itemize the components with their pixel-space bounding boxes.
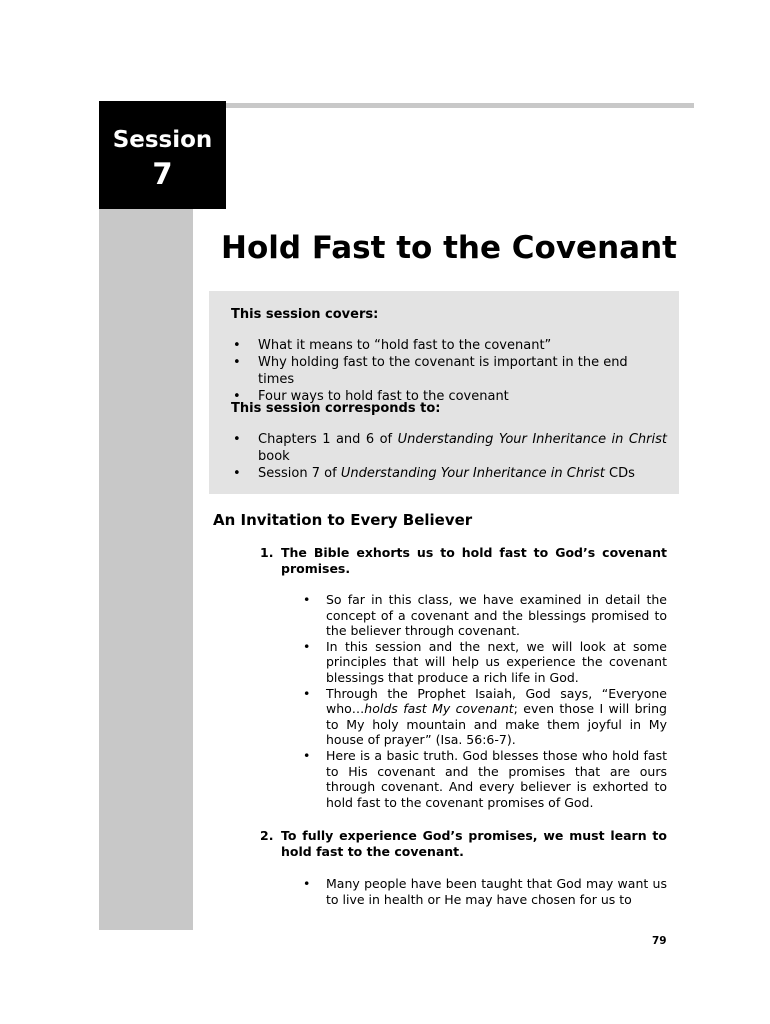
list-item-text: Four ways to hold fast to the covenant	[258, 389, 509, 404]
point-text: The Bible exhorts us to hold fast to God’s covenant promises.	[281, 545, 667, 576]
list-item	[300, 748, 667, 810]
point-bullet-list	[300, 876, 667, 907]
covers-list	[209, 337, 667, 405]
bullet-icon: •	[303, 685, 311, 701]
list-item	[209, 354, 667, 388]
bullet-icon: •	[233, 355, 241, 370]
corresponds-heading: This session corresponds to:	[231, 401, 441, 416]
list-item-text: Session 7 of	[258, 466, 341, 481]
numbered-point	[260, 545, 667, 577]
corresponds-list	[209, 431, 667, 482]
session-number: 7	[152, 157, 173, 191]
list-item-text: What it means to “hold fast to the covenant”	[258, 338, 552, 353]
point-bullet-list	[300, 592, 667, 810]
covers-heading: This session covers:	[231, 307, 379, 322]
bullet-icon: •	[233, 466, 241, 481]
list-item-text: CDs	[604, 466, 635, 481]
point-number: 1.	[260, 545, 274, 560]
bullet-icon: •	[233, 389, 241, 404]
bullet-icon: •	[233, 432, 241, 447]
list-item	[209, 337, 667, 354]
bullet-icon: •	[303, 638, 311, 654]
summary-box	[209, 291, 679, 494]
page-title: Hold Fast to the Covenant	[221, 230, 677, 266]
numbered-point	[260, 828, 667, 860]
side-bar	[99, 103, 193, 930]
cd-title: Understanding Your Inheritance in Christ	[340, 466, 605, 481]
bullet-icon: •	[233, 338, 241, 353]
list-item-text: Why holding fast to the covenant is important in the end times	[258, 355, 628, 387]
list-item-text: book	[258, 449, 290, 464]
list-item-text: Many people have been taught that God may want us to live in health or He may have chosen for us to	[326, 876, 667, 907]
book-title: Understanding Your Inheritance in Christ	[397, 432, 667, 447]
session-box	[99, 101, 226, 209]
top-rule	[226, 103, 694, 108]
list-item-text: Here is a basic truth. God blesses those who hold fast to His covenant and the promises that are ours through covenant. And every believer is exhorted to hold fast to the covenant promises of God.	[326, 747, 667, 810]
list-item	[300, 876, 667, 907]
section-heading: An Invitation to Every Believer	[213, 511, 473, 529]
list-item	[300, 686, 667, 748]
quote-emphasis: holds fast My covenant	[364, 701, 514, 717]
list-item-text: So far in this class, we have examined in detail the concept of a covenant and the blessings promised to the believer through covenant.	[326, 592, 667, 639]
bullet-icon: •	[303, 747, 311, 763]
point-text: To fully experience God’s promises, we must learn to hold fast to the covenant.	[281, 828, 667, 859]
list-item-text: In this session and the next, we will look at some principles that will help us experience the covenant blessings that produce a rich life in God.	[326, 638, 667, 685]
bullet-icon: •	[303, 592, 311, 607]
list-item-text: Through the Prophet Isaiah, God says, “Everyone who…	[326, 685, 667, 717]
list-item	[209, 465, 667, 482]
list-item	[209, 431, 667, 465]
list-item	[300, 639, 667, 686]
list-item-text: Chapters 1 and 6 of	[258, 432, 398, 447]
page-number: 79	[652, 935, 667, 947]
session-label: Session	[112, 127, 213, 153]
list-item-text: ; even those I will bring to My holy mountain and make them joyful in My house of prayer” (Isa. 56:6-7).	[326, 701, 667, 748]
point-number: 2.	[260, 828, 274, 843]
bullet-icon: •	[303, 876, 311, 891]
list-item	[300, 592, 667, 639]
